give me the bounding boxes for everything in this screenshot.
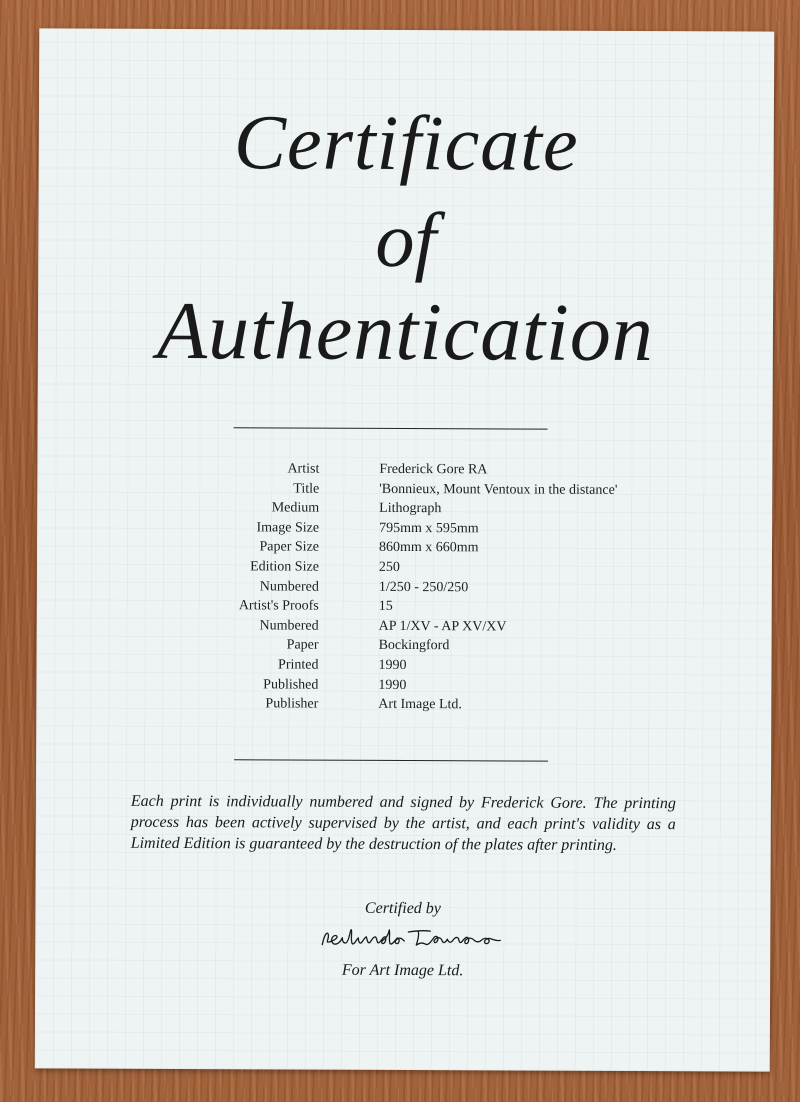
detail-value: Bockingford	[378, 638, 450, 654]
detail-label: Publisher	[265, 696, 319, 712]
detail-label: Numbered	[259, 618, 319, 634]
detail-value: 860mm x 660mm	[378, 540, 479, 556]
detail-label: Numbered	[259, 578, 319, 595]
detail-value: Lithograph	[379, 501, 442, 517]
detail-value: 1/250 - 250/250	[378, 579, 469, 595]
certificate-paper	[35, 28, 775, 1071]
detail-value: Art Image Ltd.	[378, 697, 462, 713]
detail-value: 1990	[378, 677, 407, 693]
detail-value: 'Bonnieux, Mount Ventoux in the distance'	[379, 481, 618, 498]
detail-value: 795mm x 595mm	[379, 520, 479, 537]
detail-label: Paper Size	[259, 539, 320, 556]
detail-value: AP 1/XV - AP XV/XV	[378, 618, 507, 635]
detail-label: Paper	[286, 637, 319, 653]
detail-row-publisher	[36, 696, 771, 719]
title-certificate: Certificate	[233, 98, 579, 187]
detail-label: Image Size	[256, 520, 320, 536]
detail-value: 15	[378, 599, 393, 615]
detail-label: Artist	[287, 461, 320, 477]
certified-by-label: Certified by	[364, 899, 441, 918]
bottom-divider	[234, 759, 548, 761]
title-of: of	[375, 195, 437, 284]
top-divider	[234, 427, 548, 429]
details-table	[36, 460, 772, 718]
authenticity-statement: Each print is individually numbered and signed by Frederick Gore. The printing process has been actively supervised by the artist, and each print's validity as a Limited Edition is guaranteed by the destruction of the plates after printing.	[130, 792, 676, 854]
title-authentication: Authentication	[156, 284, 655, 379]
detail-value: Frederick Gore RA	[379, 461, 488, 478]
detail-label: Published	[263, 676, 319, 693]
handwritten-signature	[318, 923, 508, 954]
for-company-label: For Art Image Ltd.	[341, 961, 464, 980]
detail-label: Printed	[278, 657, 319, 673]
detail-label: Medium	[271, 500, 320, 516]
detail-label: Artist's Proofs	[238, 598, 319, 614]
detail-label: Edition Size	[250, 559, 319, 575]
detail-value: 1990	[378, 657, 407, 673]
detail-value: 250	[378, 559, 400, 575]
detail-label: Title	[293, 481, 320, 497]
